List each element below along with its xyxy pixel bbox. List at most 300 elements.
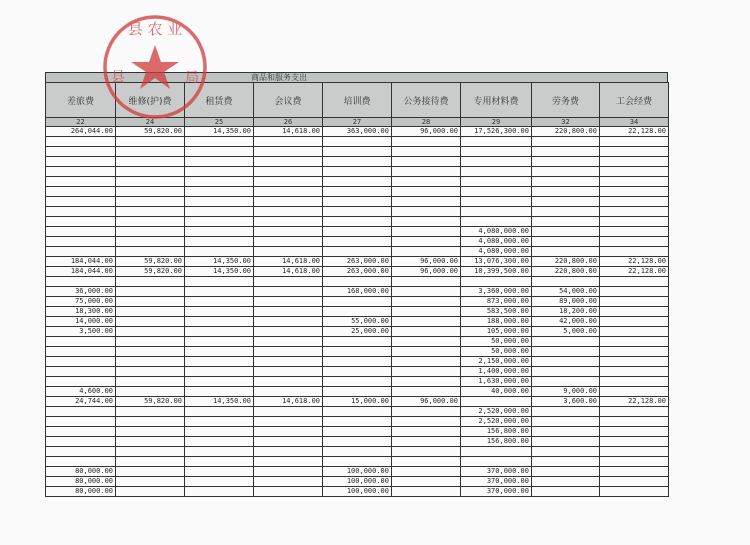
table-cell [600,227,669,237]
table-cell [323,177,392,187]
table-cell [116,137,185,147]
table-cell [46,227,116,237]
table-cell [323,197,392,207]
table-cell [323,437,392,447]
table-cell: 14,000.00 [46,317,116,327]
table-cell: 4,080,000.00 [461,227,532,237]
table-cell [254,437,323,447]
table-cell [323,187,392,197]
table-row [46,367,669,377]
table-cell [254,297,323,307]
column-header: 会议费 [254,83,323,118]
table-cell [116,467,185,477]
table-cell: 18,300.00 [46,307,116,317]
table-cell [600,277,669,287]
table-cell [46,167,116,177]
table-cell: 59,820.00 [116,257,185,267]
table-cell [46,147,116,157]
table-cell: 14,618.00 [254,267,323,277]
table-cell [254,317,323,327]
table-row [46,197,669,207]
table-cell [532,347,600,357]
table-cell: 59,820.00 [116,397,185,407]
table-cell [392,137,461,147]
table-cell [461,187,532,197]
column-header: 专用材料费 [461,83,532,118]
table-cell [254,287,323,297]
table-cell: 96,000.00 [392,127,461,137]
table-cell [532,467,600,477]
table-cell: 2,150,000.00 [461,357,532,367]
table-cell [46,367,116,377]
table-cell: 50,000.00 [461,337,532,347]
table-row [46,407,669,417]
table-cell [254,467,323,477]
table-cell [254,277,323,287]
table-cell [254,487,323,497]
table-cell [116,287,185,297]
table-row [46,387,669,397]
table-cell [254,187,323,197]
table-cell [532,247,600,257]
table-cell: 156,800.00 [461,427,532,437]
table-cell [323,217,392,227]
table-cell [46,427,116,437]
table-cell: 2,520,000.00 [461,407,532,417]
table-cell: 9,000.00 [532,387,600,397]
table-cell [185,437,254,447]
table-cell [532,237,600,247]
table-cell [185,137,254,147]
table-cell [600,297,669,307]
table-cell: 168,000.00 [323,287,392,297]
table-row [46,397,669,407]
table-cell [254,157,323,167]
table-cell [461,457,532,467]
data-grid [45,82,669,497]
table-cell [185,367,254,377]
table-cell [600,217,669,227]
table-cell [532,367,600,377]
table-row [46,357,669,367]
table-cell: 89,000.00 [532,297,600,307]
table-cell: 220,800.00 [532,257,600,267]
table-cell [461,137,532,147]
table-cell [254,347,323,357]
column-header: 租赁费 [185,83,254,118]
table-row [46,267,669,277]
table-cell: 3,360,000.00 [461,287,532,297]
table-cell [116,477,185,487]
svg-text:县: 县 [111,70,125,86]
table-cell: 4,080,000.00 [461,247,532,257]
table-cell [461,157,532,167]
table-cell [600,357,669,367]
table-cell: 100,000.00 [323,477,392,487]
column-number: 22 [46,118,116,127]
table-row [46,287,669,297]
table-cell: 370,000.00 [461,487,532,497]
table-cell [323,307,392,317]
table-cell [392,177,461,187]
table-cell [116,167,185,177]
table-cell [185,277,254,287]
table-cell [600,407,669,417]
table-cell [46,187,116,197]
table-cell [392,357,461,367]
table-cell: 3,500.00 [46,327,116,337]
table-cell [461,197,532,207]
table-cell: 14,618.00 [254,127,323,137]
table-cell: 363,000.00 [323,127,392,137]
svg-text:县 农 业: 县 农 业 [127,20,183,38]
table-cell [600,487,669,497]
table-cell: 80,000.00 [46,467,116,477]
table-row [46,157,669,167]
table-cell: 22,128.00 [600,267,669,277]
table-cell [185,287,254,297]
table-cell [185,167,254,177]
table-cell: 96,000.00 [392,267,461,277]
table-cell [116,487,185,497]
table-cell [254,427,323,437]
table-cell [600,467,669,477]
table-cell [116,417,185,427]
table-cell [392,427,461,437]
table-cell: 263,000.00 [323,257,392,267]
table-cell [323,247,392,257]
table-cell [185,207,254,217]
table-cell [46,197,116,207]
table-cell [185,387,254,397]
table-cell [461,397,532,407]
table-cell: 36,000.00 [46,287,116,297]
table-cell [532,197,600,207]
table-cell [185,357,254,367]
table-cell [185,237,254,247]
table-cell [323,207,392,217]
table-cell [46,237,116,247]
table-cell [46,247,116,257]
official-seal [100,12,210,122]
column-number: 28 [392,118,461,127]
table-cell [185,427,254,437]
table-cell: 75,000.00 [46,297,116,307]
table-row [46,147,669,157]
table-cell [600,157,669,167]
table-cell [254,457,323,467]
table-cell [392,217,461,227]
table-cell [185,307,254,317]
table-cell [254,447,323,457]
table-cell [116,307,185,317]
table-cell [116,457,185,467]
table-cell [46,457,116,467]
table-cell [254,247,323,257]
table-cell [392,227,461,237]
table-cell [185,487,254,497]
table-cell [600,377,669,387]
table-cell [185,377,254,387]
table-cell [254,417,323,427]
table-cell [254,207,323,217]
table-cell [323,297,392,307]
table-cell [392,237,461,247]
table-cell [46,377,116,387]
table-cell: 22,128.00 [600,257,669,267]
table-row [46,277,669,287]
table-cell [116,387,185,397]
table-cell: 220,800.00 [532,127,600,137]
column-number: 34 [600,118,669,127]
table-cell [532,147,600,157]
table-cell [532,447,600,457]
table-cell: 96,000.00 [392,257,461,267]
table-cell [600,327,669,337]
column-header: 公务接待费 [392,83,461,118]
table-cell: 583,500.00 [461,307,532,317]
table-cell [461,217,532,227]
table-cell [392,277,461,287]
table-cell [461,167,532,177]
table-cell [392,437,461,447]
table-cell: 873,000.00 [461,297,532,307]
table-cell: 59,820.00 [116,267,185,277]
table-cell [392,247,461,257]
table-cell [46,347,116,357]
column-header: 工会经费 [600,83,669,118]
table-cell [461,177,532,187]
table-cell [254,337,323,347]
table-cell [323,357,392,367]
table-cell [116,327,185,337]
table-row [46,127,669,137]
table-cell [323,367,392,377]
table-cell: 4,600.00 [46,387,116,397]
table-cell [323,457,392,467]
table-cell: 50,000.00 [461,347,532,357]
table-title: 商品和服务支出 [251,73,307,82]
table-cell [532,167,600,177]
table-cell: 4,080,000.00 [461,237,532,247]
table-cell [323,167,392,177]
column-header: 劳务费 [532,83,600,118]
table-cell [392,367,461,377]
table-cell: 370,000.00 [461,467,532,477]
table-cell [532,357,600,367]
table-cell [600,177,669,187]
table-cell: 156,800.00 [461,437,532,447]
column-number: 29 [461,118,532,127]
table-cell: 14,350.00 [185,127,254,137]
table-cell [116,177,185,187]
table-cell [46,337,116,347]
table-cell [600,247,669,257]
table-cell [392,157,461,167]
table-row [46,247,669,257]
table-cell [46,217,116,227]
table-cell [392,467,461,477]
table-cell: 184,044.00 [46,257,116,267]
table-row [46,377,669,387]
table-cell [46,137,116,147]
table-cell [185,417,254,427]
table-cell [392,187,461,197]
table-cell [600,457,669,467]
table-cell [323,387,392,397]
table-cell [185,447,254,457]
table-cell: 40,000.00 [461,387,532,397]
table-cell: 18,200.00 [532,307,600,317]
table-cell [46,357,116,367]
table-cell [532,207,600,217]
table-row [46,137,669,147]
table-cell: 10,399,500.00 [461,267,532,277]
table-cell [532,217,600,227]
table-cell: 59,820.00 [116,127,185,137]
table-cell [254,237,323,247]
svg-text:局: 局 [185,70,199,86]
table-cell [600,387,669,397]
table-cell [323,407,392,417]
table-cell [392,287,461,297]
table-cell: 370,000.00 [461,477,532,487]
table-cell: 54,000.00 [532,287,600,297]
table-row [46,257,669,267]
table-row [46,227,669,237]
table-cell [185,227,254,237]
table-cell [600,337,669,347]
table-row [46,217,669,227]
table-cell [600,447,669,457]
table-cell [392,417,461,427]
table-cell [254,327,323,337]
column-number: 25 [185,118,254,127]
table-cell [185,467,254,477]
table-cell [600,147,669,157]
table-cell [323,347,392,357]
table-cell [254,137,323,147]
table-row [46,177,669,187]
table-cell [532,377,600,387]
table-cell [600,287,669,297]
table-cell: 264,044.00 [46,127,116,137]
table-cell [185,457,254,467]
table-cell [46,277,116,287]
table-cell [116,147,185,157]
table-cell: 13,076,300.00 [461,257,532,267]
table-cell [461,147,532,157]
table-cell [185,197,254,207]
table-cell: 80,000.00 [46,477,116,487]
table-cell [46,437,116,447]
table-row [46,167,669,177]
table-cell [254,177,323,187]
table-row [46,417,669,427]
table-cell: 14,350.00 [185,257,254,267]
table-cell [116,277,185,287]
table-cell [392,197,461,207]
table-cell: 22,128.00 [600,127,669,137]
table-cell [392,347,461,357]
table-cell [116,357,185,367]
table-cell [392,307,461,317]
table-cell [392,337,461,347]
table-cell [600,187,669,197]
table-cell [323,277,392,287]
table-cell [185,347,254,357]
table-cell [116,207,185,217]
table-cell [532,437,600,447]
table-cell [532,177,600,187]
table-row [46,427,669,437]
table-cell: 184,044.00 [46,267,116,277]
table-cell [532,187,600,197]
table-cell: 15,000.00 [323,397,392,407]
table-cell [532,157,600,167]
table-cell [600,167,669,177]
table-cell [254,407,323,417]
table-cell: 100,000.00 [323,487,392,497]
table-cell [392,297,461,307]
table-cell [392,477,461,487]
table-cell [323,237,392,247]
table-cell [116,157,185,167]
column-number: 27 [323,118,392,127]
table-cell [46,447,116,457]
table-cell [116,337,185,347]
table-cell [392,387,461,397]
table-cell [185,407,254,417]
table-row [46,207,669,217]
table-cell [116,407,185,417]
table-cell: 22,128.00 [600,397,669,407]
table-cell [323,427,392,437]
table-cell [392,487,461,497]
table-cell [600,207,669,217]
column-number: 32 [532,118,600,127]
table-row [46,317,669,327]
column-number: 24 [116,118,185,127]
column-header: 培训费 [323,83,392,118]
table-cell [532,137,600,147]
table-cell [392,447,461,457]
table-cell: 3,600.00 [532,397,600,407]
table-cell [254,377,323,387]
table-cell [323,137,392,147]
table-cell [116,347,185,357]
table-cell [323,147,392,157]
table-cell [116,377,185,387]
table-cell [185,247,254,257]
table-cell [185,337,254,347]
table-cell [600,307,669,317]
table-cell: 24,744.00 [46,397,116,407]
table-cell: 105,000.00 [461,327,532,337]
table-cell [46,177,116,187]
table-cell [46,157,116,167]
table-cell [392,147,461,157]
table-row [46,307,669,317]
table-cell [116,447,185,457]
table-cell: 5,000.00 [532,327,600,337]
table-cell [600,367,669,377]
table-cell [392,317,461,327]
table-cell [185,477,254,487]
table-row [46,327,669,337]
table-cell [600,317,669,327]
table-cell [116,197,185,207]
